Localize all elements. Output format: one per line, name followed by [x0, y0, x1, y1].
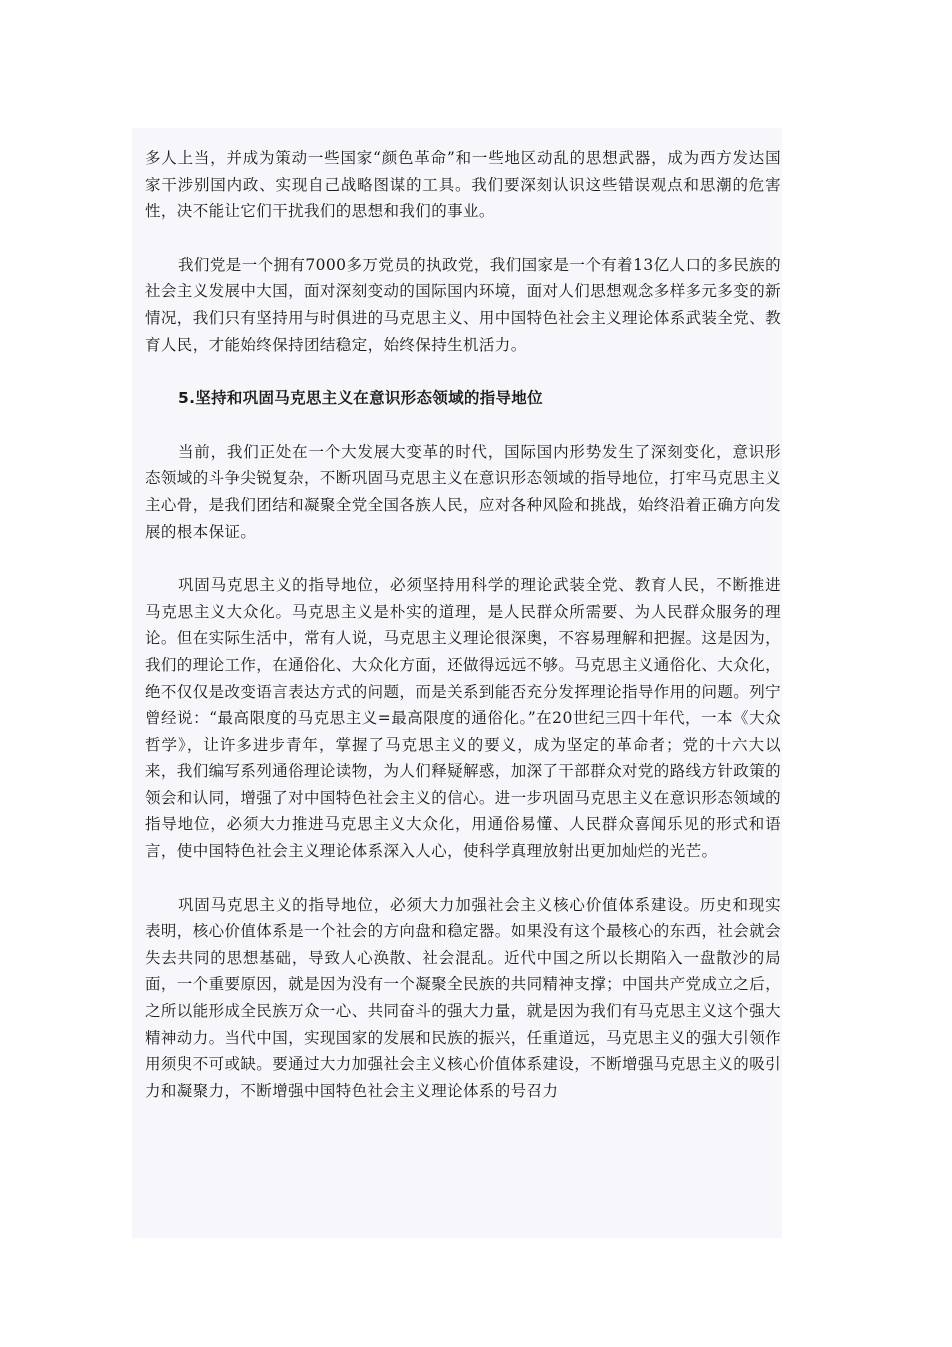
paragraph-core-values: 巩固马克思主义的指导地位，必须大力加强社会主义核心价值体系建设。历史和现实表明，核心价值体系是一个社会的方向盘和稳定器。如果没有这个最核心的东西，社会就会失去共同的思想基础，导致人心涣散、社会混乱。近代中国之所以长期陷入一盘散沙的局面，一个重要原因，就是因为没有一个凝聚全民族的共同精神支撑；中国共产党成立之后，之所以能形成全民族万众一心、共同奋斗的强大力量，就是因为我们有马克思主义这个强大精神动力。当代中国，实现国家的发展和民族的振兴，任重道远，马克思主义的强大引领作用须臾不可或缺。要通过大力加强社会主义核心价值体系建设，不断增强马克思主义的吸引力和凝聚力，不断增强中国特色社会主义理论体系的号召力	[145, 895, 782, 1100]
paragraph-current-era: 当前，我们正处在一个大发展大变革的时代，国际国内形势发生了深刻变化，意识形态领域的斗争尖锐复杂，不断巩固马克思主义在意识形态领域的指导地位，打牢马克思主义主心骨，是我们团结和凝聚全党全国各族人民，应对各种风险和挑战，始终沿着正确方向发展的根本保证。	[145, 442, 782, 541]
paragraph-popularization: 巩固马克思主义的指导地位，必须坚持用科学的理论武装全党、教育人民，不断推进马克思主义大众化。马克思主义是朴实的道理，是人民群众所需要、为人民群众服务的理论。但在实际生活中，常有人说，马克思主义理论很深奥，不容易理解和把握。这是因为，我们的理论工作，在通俗化、大众化方面，还做得远远不够。马克思主义通俗化、大众化，绝不仅仅是改变语言表达方式的问题，而是关系到能否充分发挥理论指导作用的问题。列宁曾经说：“最高限度的马克思主义=最高限度的通俗化。”在20世纪三四十年代，一本《大众哲学》，让许多进步青年，掌握了马克思主义的要义，成为坚定的革命者；党的十六大以来，我们编写系列通俗理论读物，为人们释疑解惑，加深了干部群众对党的路线方针政策的领会和认同，增强了对中国特色社会主义的信心。进一步巩固马克思主义在意识形态领域的指导地位，必须大力推进马克思主义大众化，用通俗易懂、人民群众喜闻乐见的形式和语言，使中国特色社会主义理论体系深入人心，使科学真理放射出更加灿烂的光芒。	[145, 576, 782, 861]
section-heading: 5.坚持和巩固马克思主义在意识形态领域的指导地位	[178, 389, 543, 408]
document-body	[145, 145, 781, 1131]
paragraph-party-members: 我们党是一个拥有7000多万党员的执政党，我们国家是一个有着13亿人口的多民族的社会主义发展中大国，面对深刻变动的国际国内环境，面对人们思想观念多样多元多变的新情况，我们只有坚持用与时俱进的马克思主义、用中国特色社会主义理论体系武装全党、教育人民，才能始终保持团结稳定，始终保持生机活力。	[145, 255, 782, 354]
paragraph-continuation: 多人上当，并成为策动一些国家“颜色革命”和一些地区动乱的思想武器，成为西方发达国家干涉别国内政、实现自己战略图谋的工具。我们要深刻认识这些错误观点和思潮的危害性，决不能让它们干扰我们的思想和我们的事业。	[145, 149, 781, 221]
